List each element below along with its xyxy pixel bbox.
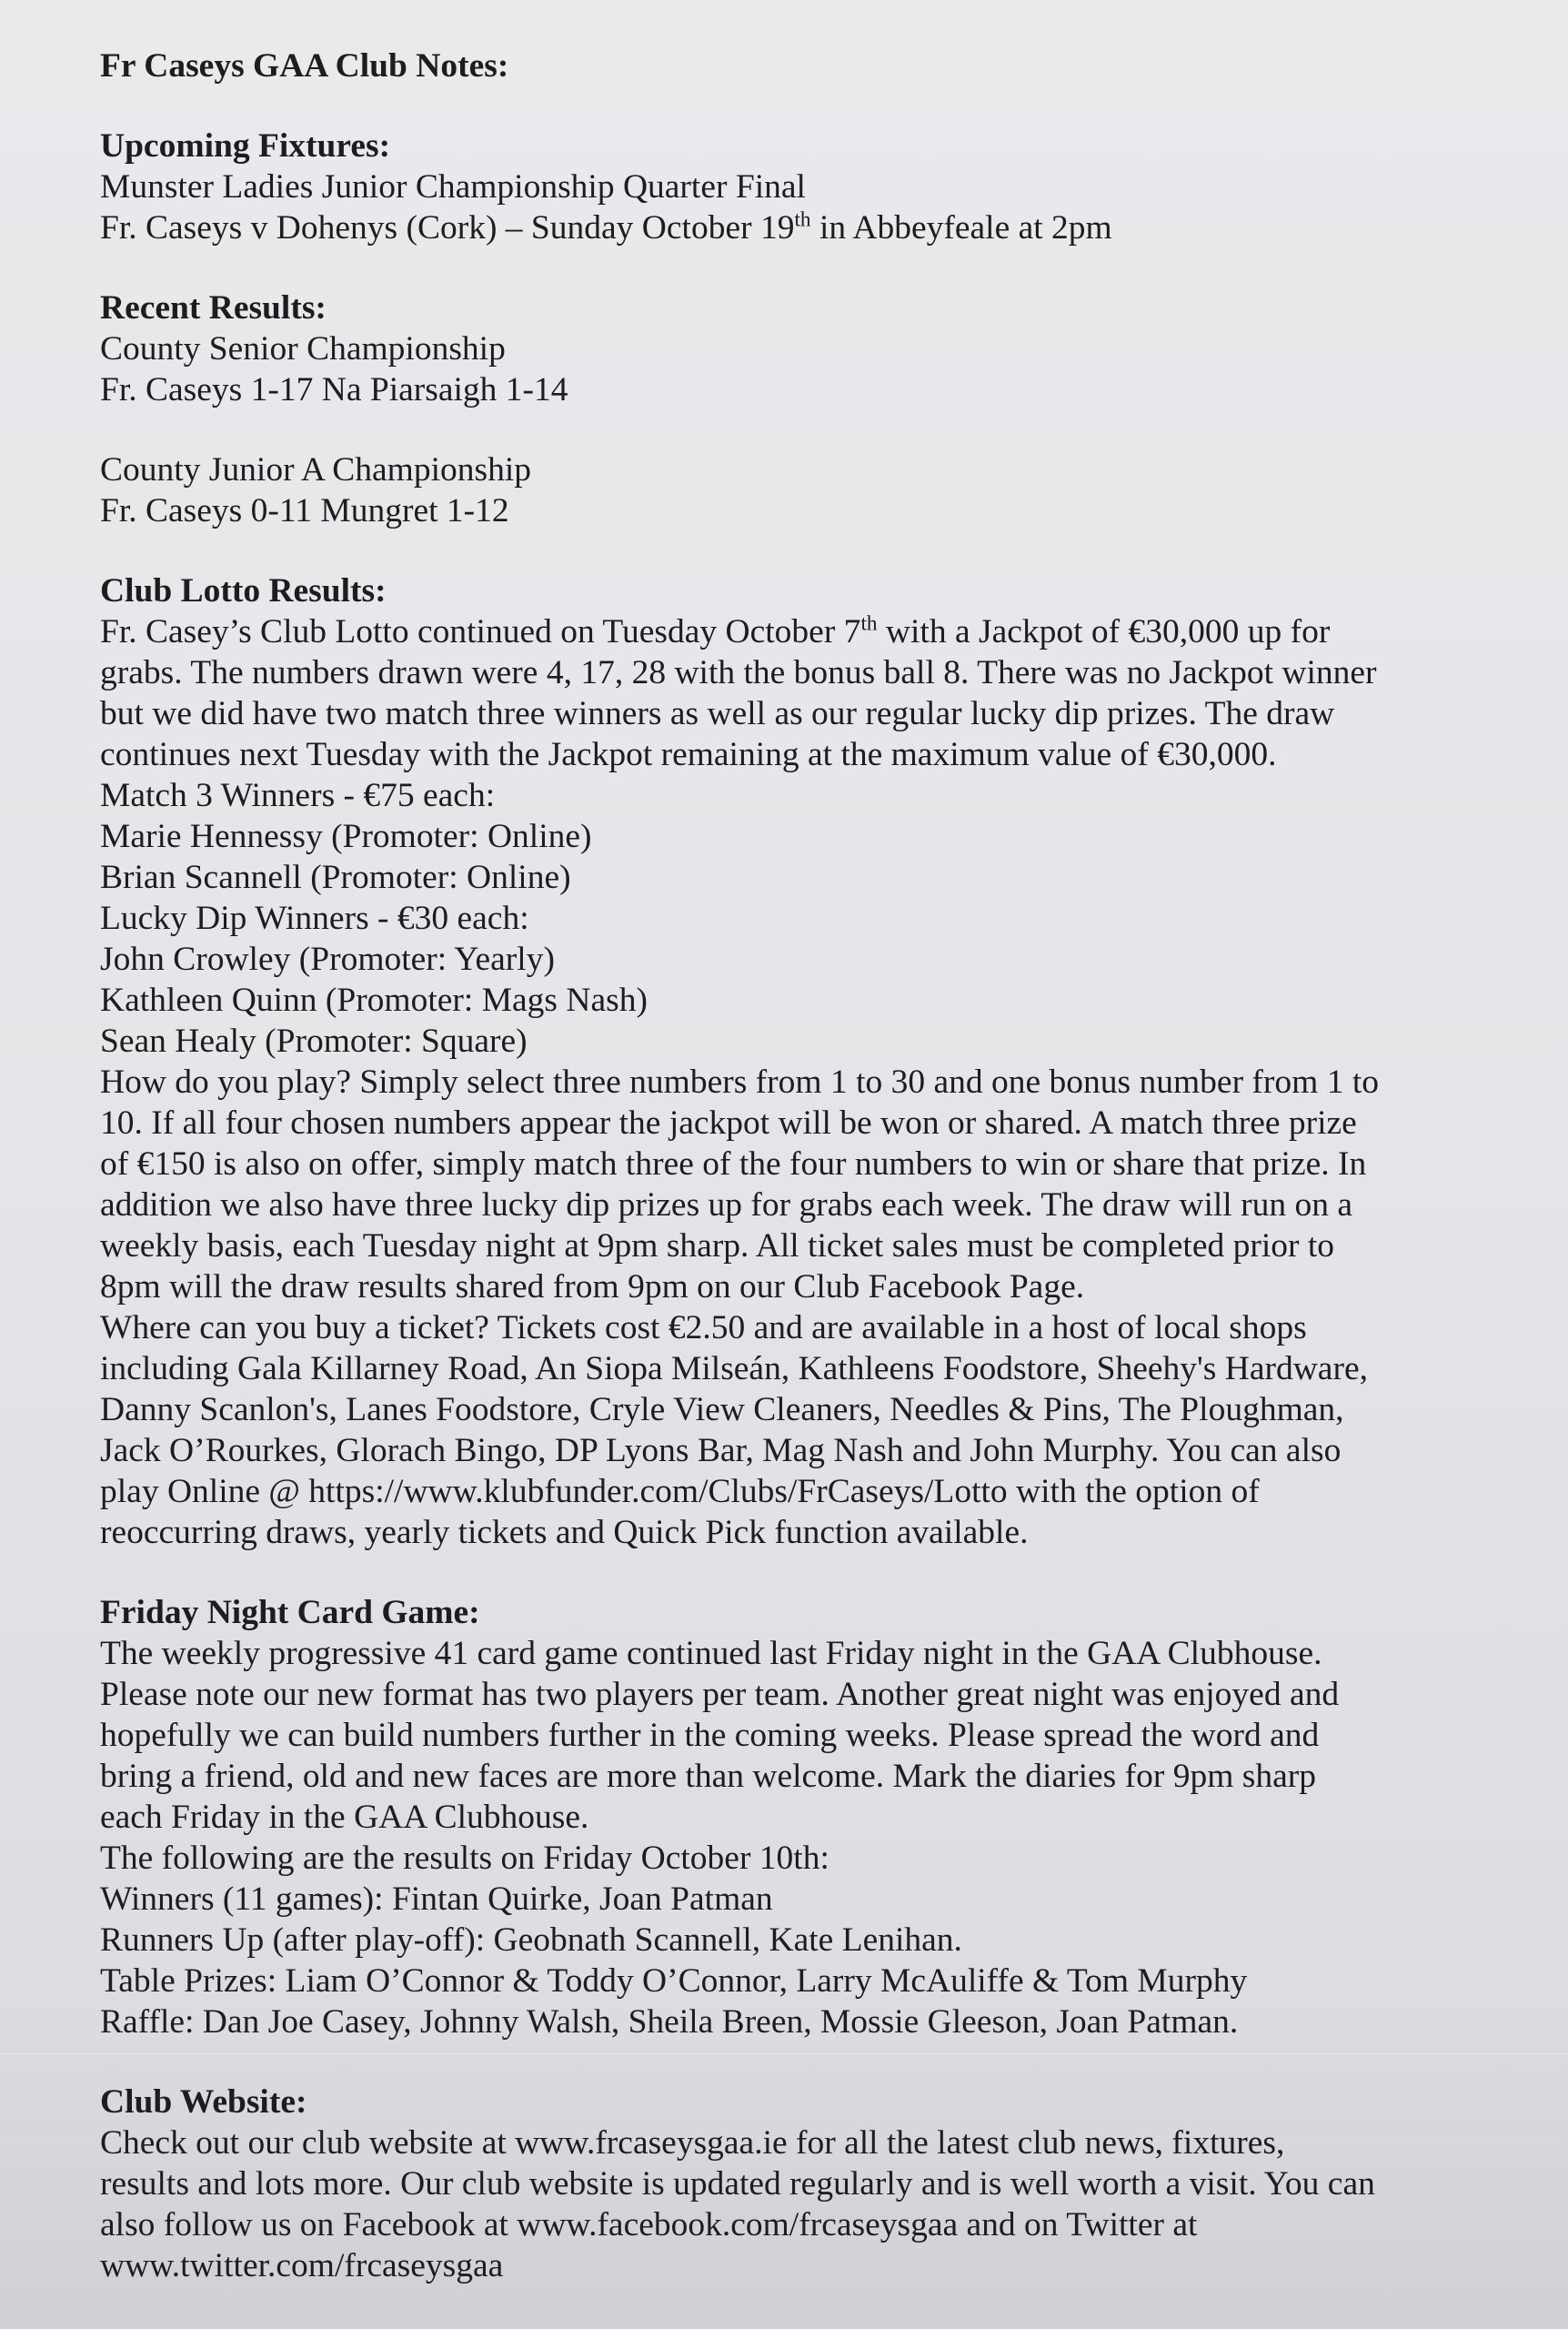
how-to-play-line: How do you play? Simply select three numbers from 1 to 30 and one bonus number from 1 to [100, 1064, 1379, 1101]
lucky-dip-winner: Sean Healy (Promoter: Square) [100, 1023, 528, 1060]
how-to-play-line: weekly basis, each Tuesday night at 9pm sharp. All ticket sales must be completed prior to [100, 1227, 1335, 1265]
lotto-text-line [100, 611, 1486, 652]
where-to-buy-line: reoccurring draws, yearly tickets and Quick Pick function available. [100, 1514, 1029, 1551]
card-game-line: hopefully we can build numbers further in the coming weeks. Please spread the word and [100, 1717, 1320, 1754]
lotto-ordinal: th [860, 611, 878, 636]
card-winners: Winners (11 games): Fintan Quirke, Joan Patman [100, 1880, 773, 1918]
senior-competition: County Senior Championship [100, 330, 506, 368]
where-to-buy-line: Danny Scanlon's, Lanes Foodstore, Cryle View Cleaners, Needles & Pins, The Ploughman, [100, 1391, 1344, 1428]
website-line: also follow us on Facebook at www.facebook.com/frcaseysgaa and on Twitter at [100, 2206, 1198, 2243]
junior-result: Fr. Caseys 0-11 Mungret 1-12 [100, 492, 509, 529]
match3-winner: Brian Scannell (Promoter: Online) [100, 859, 571, 896]
how-to-play-line: 10. If all four chosen numbers appear the jackpot will be won or shared. A match three prize [100, 1104, 1357, 1142]
fixture-competition: Munster Ladies Junior Championship Quarter Final [100, 168, 806, 206]
results-section [100, 287, 1486, 531]
notes-title-block [100, 45, 1486, 86]
how-to-play-line: 8pm will the draw results shared from 9pm on our Club Facebook Page. [100, 1268, 1085, 1306]
fixture-match [100, 207, 1486, 248]
website-heading: Club Website: [100, 2083, 307, 2121]
card-table-prizes: Table Prizes: Liam O’Connor & Toddy O’Connor, Larry McAuliffe & Tom Murphy [100, 1962, 1248, 2000]
fixtures-heading: Upcoming Fixtures: [100, 127, 391, 165]
website-line: www.twitter.com/frcaseysgaa [100, 2247, 504, 2284]
junior-competition: County Junior A Championship [100, 451, 532, 489]
card-game-section [100, 1592, 1486, 2042]
fixture-ordinal: th [794, 207, 811, 232]
website-section [100, 2082, 1486, 2286]
website-line: Check out our club website at www.frcaseysgaa.ie for all the latest club news, fixtures, [100, 2124, 1285, 2162]
card-game-heading: Friday Night Card Game: [100, 1594, 480, 1631]
card-game-line: Please note our new format has two players per team. Another great night was enjoyed and [100, 1676, 1340, 1713]
lotto-text-line: grabs. The numbers drawn were 4, 17, 28 with the bonus ball 8. There was no Jackpot winner [100, 654, 1377, 691]
how-to-play-line: of €150 is also on offer, simply match three of the four numbers to win or share that prize. In [100, 1145, 1367, 1183]
card-game-line: The weekly progressive 41 card game continued last Friday night in the GAA Clubhouse. [100, 1635, 1322, 1672]
lucky-dip-heading: Lucky Dip Winners - €30 each: [100, 900, 529, 937]
card-raffle: Raffle: Dan Joe Casey, Johnny Walsh, Sheila Breen, Mossie Gleeson, Joan Patman. [100, 2003, 1239, 2041]
website-line: results and lots more. Our club website is updated regularly and is well worth a visit. You can [100, 2165, 1375, 2203]
fixtures-section [100, 126, 1486, 248]
where-to-buy-line: play Online @ https://www.klubfunder.com/Clubs/FrCaseys/Lotto with the option of [100, 1473, 1260, 1510]
lotto-section [100, 570, 1486, 1553]
notes-title: Fr Caseys GAA Club Notes: [100, 47, 509, 85]
where-to-buy-line: including Gala Killarney Road, An Siopa Milseán, Kathleens Foodstore, Sheehy's Hardware, [100, 1350, 1368, 1387]
fixture-match-venue: in Abbeyfeale at 2pm [810, 209, 1112, 247]
match3-winner: Marie Hennessy (Promoter: Online) [100, 818, 592, 855]
fixture-match-text: Fr. Caseys v Dohenys (Cork) – Sunday October 19 [100, 209, 795, 247]
lotto-jackpot-text: with a Jackpot of €30,000 up for [877, 613, 1331, 650]
lotto-text-line: but we did have two match three winners as well as our regular lucky dip prizes. The draw [100, 695, 1335, 732]
match3-heading: Match 3 Winners - €75 each: [100, 777, 496, 814]
lotto-intro-text: Fr. Casey’s Club Lotto continued on Tuesday October 7 [100, 613, 861, 650]
lucky-dip-winner: Kathleen Quinn (Promoter: Mags Nash) [100, 982, 648, 1019]
lotto-text-line: continues next Tuesday with the Jackpot remaining at the maximum value of €30,000. [100, 736, 1277, 773]
how-to-play-line: addition we also have three lucky dip prizes up for grabs each week. The draw will run on a [100, 1186, 1352, 1224]
where-to-buy-line: Where can you buy a ticket? Tickets cost €2.50 and are available in a host of local shops [100, 1309, 1307, 1346]
where-to-buy-line: Jack O’Rourkes, Glorach Bingo, DP Lyons Bar, Mag Nash and John Murphy. You can also [100, 1432, 1342, 1469]
card-results-intro: The following are the results on Friday October 10th: [100, 1840, 829, 1877]
lotto-heading: Club Lotto Results: [100, 572, 387, 610]
results-heading: Recent Results: [100, 289, 327, 327]
card-game-line: each Friday in the GAA Clubhouse. [100, 1799, 589, 1836]
lucky-dip-winner: John Crowley (Promoter: Yearly) [100, 941, 555, 978]
card-runners-up: Runners Up (after play-off): Geobnath Scannell, Kate Lenihan. [100, 1921, 962, 1959]
card-game-line: bring a friend, old and new faces are more than welcome. Mark the diaries for 9pm sharp [100, 1758, 1316, 1795]
senior-result: Fr. Caseys 1-17 Na Piarsaigh 1-14 [100, 371, 568, 408]
paper-fold-line [0, 2052, 1568, 2054]
